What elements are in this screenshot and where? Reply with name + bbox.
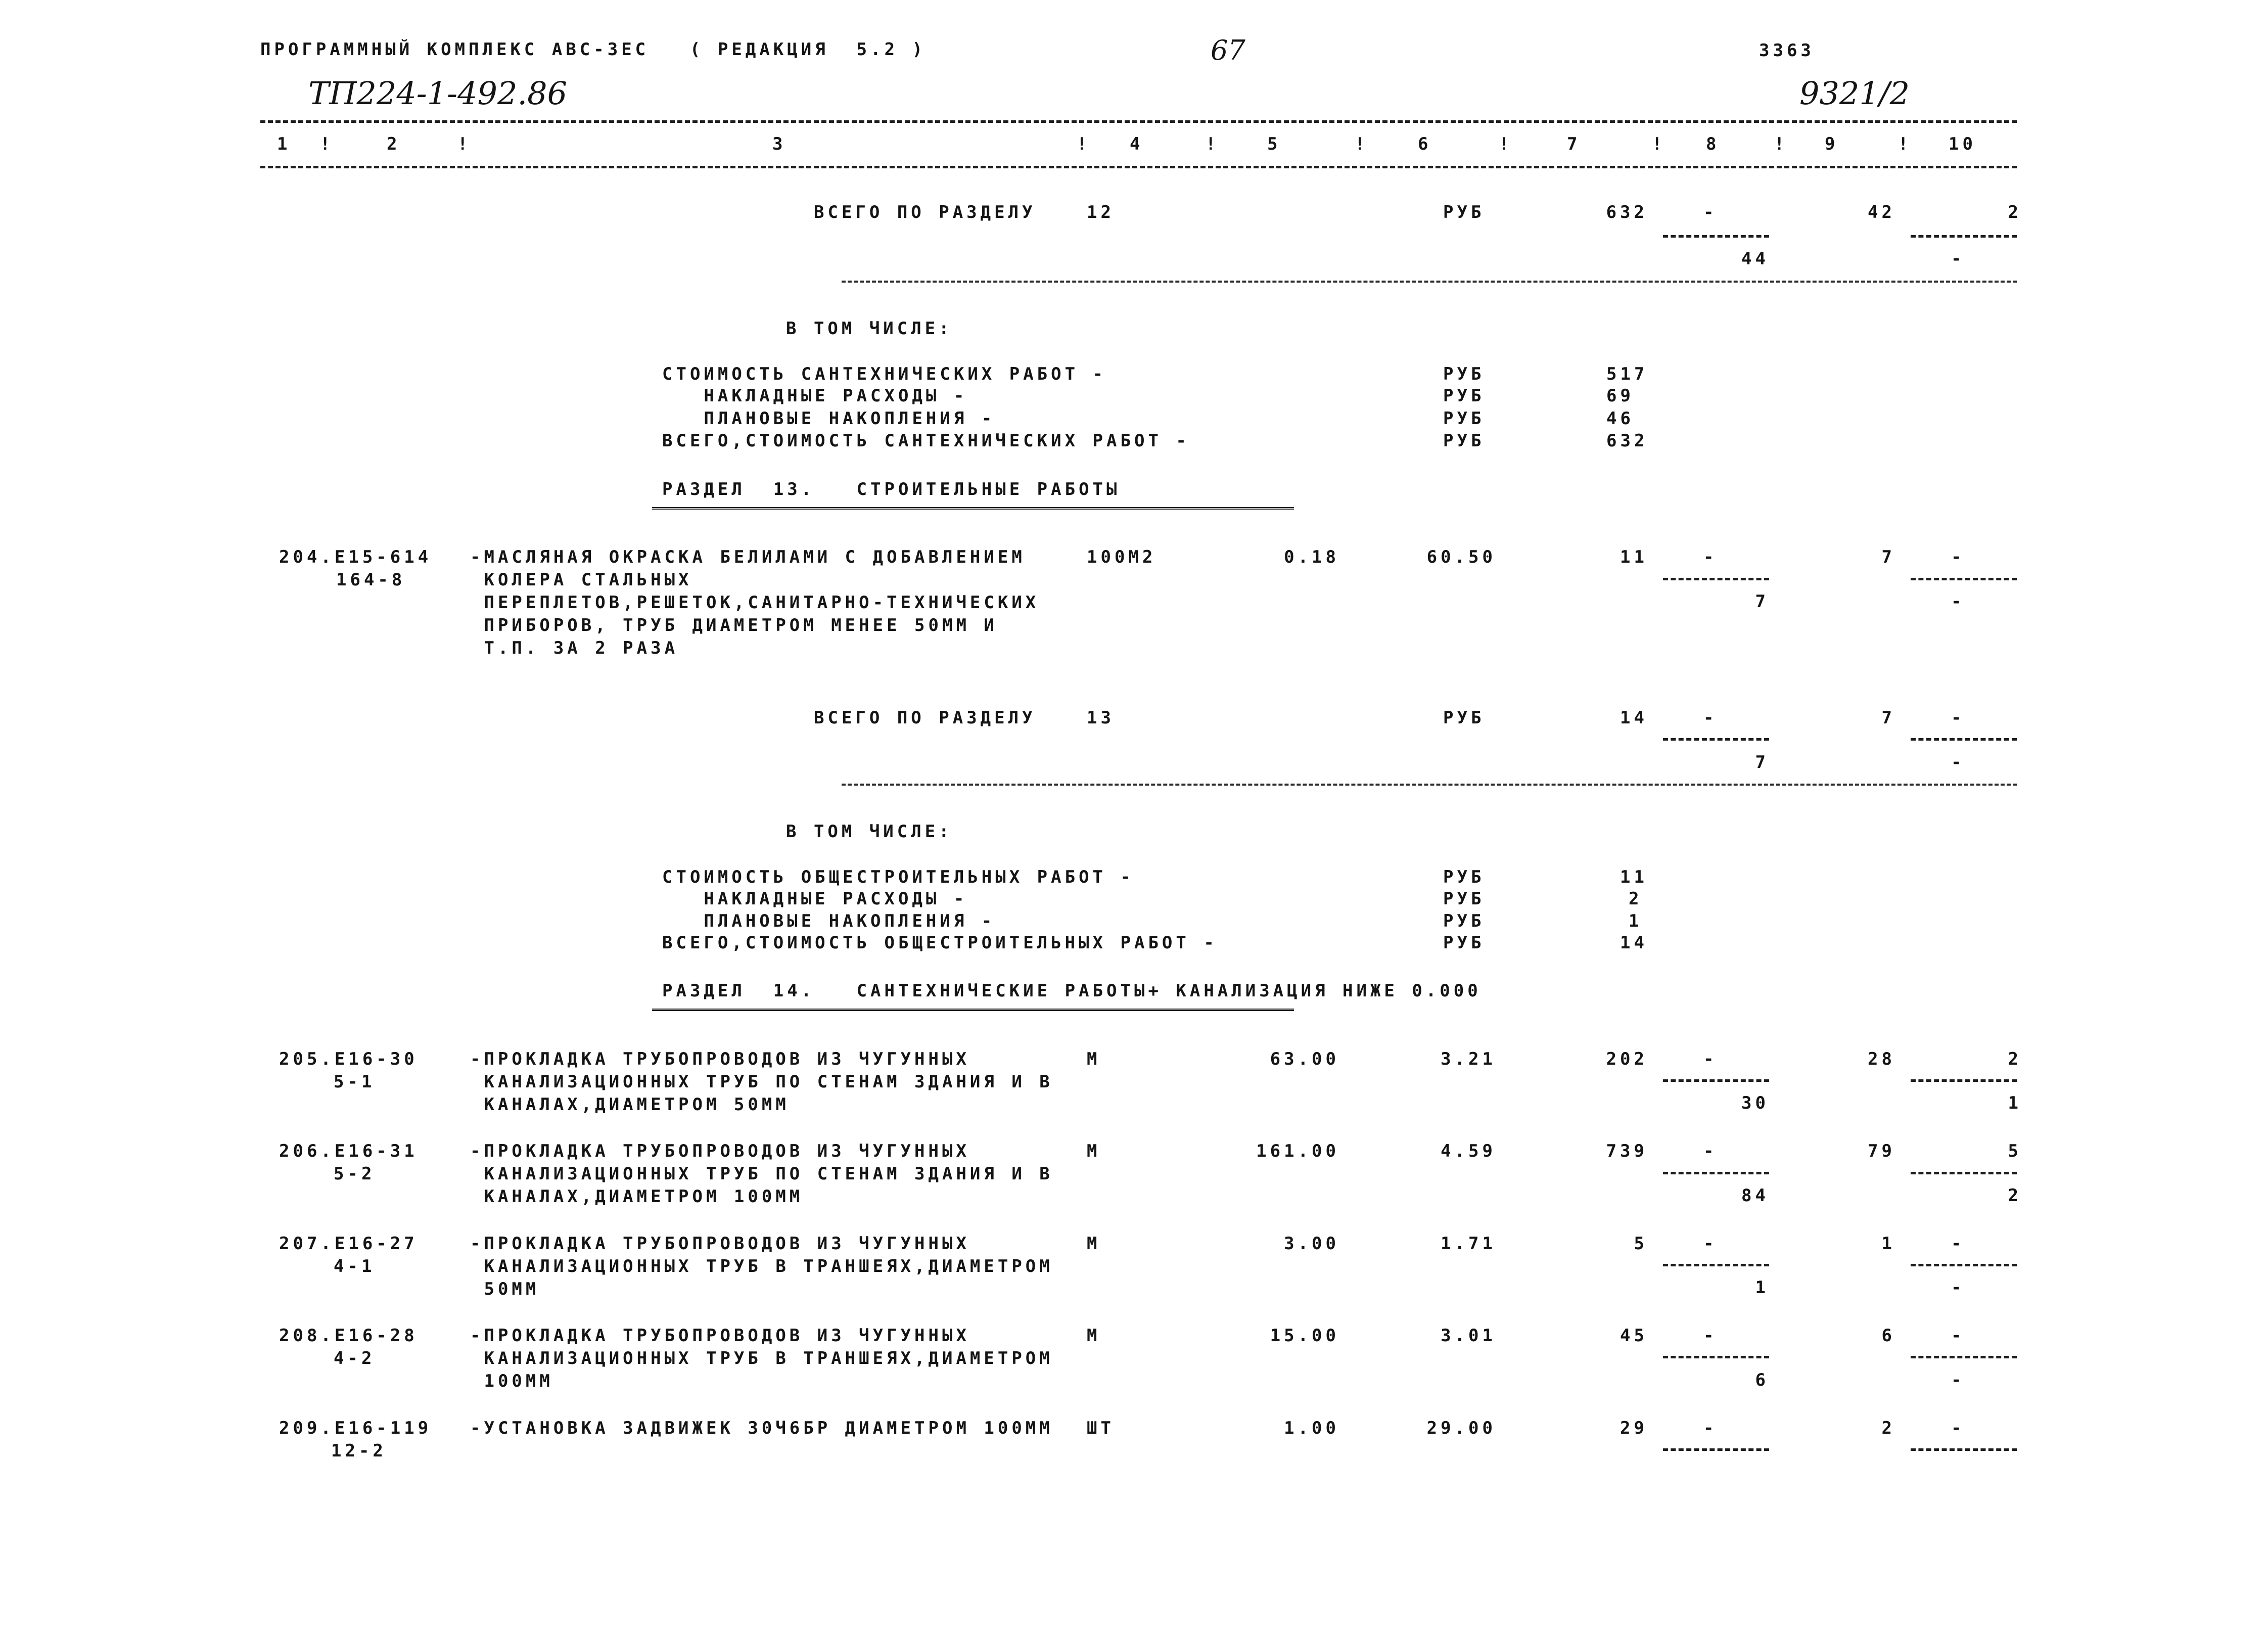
program-name: ПРОГРАММНЫЙ КОМПЛЕКС АВС-ЗЕС: [260, 39, 650, 60]
item-desc-line: 50ММ: [470, 1279, 540, 1299]
price-cell: 60.50: [1426, 547, 1496, 567]
fraction-rule: [1663, 738, 1769, 741]
qty-cell: 0.18: [1284, 547, 1339, 567]
col-sep: !: [320, 134, 334, 154]
col-num-2: 2: [387, 134, 401, 154]
total-cell: 202: [1606, 1049, 1648, 1069]
table-top-rule: [260, 120, 2017, 123]
item-subcode: 12-2: [331, 1441, 387, 1461]
item-subcode: 4-2: [334, 1348, 376, 1369]
section-separator: [842, 281, 2017, 283]
total-cell: 632: [1606, 202, 1648, 222]
item-desc-line: -МАСЛЯНАЯ ОКРАСКА БЕЛИЛАМИ С ДОБАВЛЕНИЕМ: [470, 547, 1026, 567]
breakdown-value: 46: [1606, 408, 1634, 429]
breakdown-label: СТОИМОСТЬ САНТЕХНИЧЕСКИХ РАБОТ -: [662, 364, 1107, 384]
col-sep: !: [1355, 134, 1369, 154]
col8-low-cell: 44: [1741, 249, 1769, 269]
fraction-rule: [1911, 1079, 2017, 1082]
item-desc-line: КАНАЛИЗАЦИОННЫХ ТРУБ В ТРАНШЕЯХ,ДИАМЕТРОМ: [470, 1348, 1053, 1369]
fraction-rule: [1663, 1448, 1769, 1451]
section-separator: [842, 784, 2017, 786]
col-num-9: 9: [1825, 134, 1839, 154]
page-number: 67: [1211, 34, 1245, 66]
col10-low-cell: -: [1951, 1278, 1965, 1298]
total-cell: 14: [1620, 708, 1648, 728]
breakdown-unit: РУБ: [1443, 933, 1485, 953]
col-sep: !: [1898, 134, 1912, 154]
col8-cell: -: [1703, 1234, 1718, 1254]
col-sep: !: [1652, 134, 1666, 154]
col-sep: !: [1774, 134, 1788, 154]
breakdown-value: 517: [1606, 364, 1648, 384]
fraction-rule: [1911, 738, 2017, 741]
breakdown-value: 11: [1620, 867, 1648, 887]
breakdown-unit: РУБ: [1443, 408, 1485, 429]
item-desc-line: КАНАЛАХ,ДИАМЕТРОМ 50ММ: [470, 1094, 790, 1115]
item-desc-line: КАНАЛАХ,ДИАМЕТРОМ 100ММ: [470, 1187, 804, 1207]
col-num-7: 7: [1567, 134, 1581, 154]
fraction-rule: [1911, 1172, 2017, 1174]
total-cell: 11: [1620, 547, 1648, 567]
item-desc-line: -ПРОКЛАДКА ТРУБОПРОВОДОВ ИЗ ЧУГУННЫХ: [470, 1326, 970, 1346]
item-code: 205.Е16-30: [279, 1049, 418, 1069]
col8-cell: -: [1703, 708, 1718, 728]
breakdown-heading: В ТОМ ЧИСЛЕ:: [786, 318, 953, 339]
col8-cell: -: [1703, 1418, 1718, 1438]
col-num-5: 5: [1267, 134, 1281, 154]
unit-cell: М: [1087, 1326, 1101, 1346]
breakdown-label: ПЛАНОВЫЕ НАКОПЛЕНИЯ -: [662, 911, 996, 931]
item-code: 208.Е16-28: [279, 1326, 418, 1346]
col-num-3: 3: [772, 134, 786, 154]
unit-cell: М: [1087, 1049, 1101, 1069]
col8-low-cell: 7: [1755, 752, 1769, 772]
fraction-rule: [1911, 1448, 2017, 1451]
fraction-rule: [1911, 578, 2017, 580]
col-sep: !: [457, 134, 472, 154]
item-desc-line: ПЕРЕПЛЕТОВ,РЕШЕТОК,САНИТАРНО-ТЕХНИЧЕСКИХ: [470, 592, 1040, 613]
breakdown-heading: В ТОМ ЧИСЛЕ:: [786, 822, 953, 842]
item-code: 204.Е15-614: [279, 547, 432, 567]
col8-low-cell: 7: [1755, 591, 1769, 612]
col-sep: !: [1077, 134, 1091, 154]
item-desc-line: КОЛЕРА СТАЛЬНЫХ: [470, 570, 692, 590]
col10-low-cell: 1: [2008, 1093, 2022, 1113]
breakdown-label: НАКЛАДНЫЕ РАСХОДЫ -: [662, 889, 968, 909]
col8-low-cell: 6: [1755, 1370, 1769, 1390]
total-cell: 739: [1606, 1141, 1648, 1161]
fraction-rule: [1911, 1356, 2017, 1358]
fraction-rule: [1911, 1264, 2017, 1266]
qty-cell: 1.00: [1284, 1418, 1339, 1438]
unit-cell: РУБ: [1443, 708, 1485, 728]
breakdown-value: 69: [1606, 386, 1634, 406]
col9-cell: 6: [1881, 1326, 1895, 1346]
col-num-4: 4: [1130, 134, 1144, 154]
unit-cell: М: [1087, 1141, 1101, 1161]
unit-cell: М: [1087, 1234, 1101, 1254]
col-num-10: 10: [1949, 134, 1976, 154]
price-cell: 4.59: [1441, 1141, 1496, 1161]
price-cell: 3.21: [1441, 1049, 1496, 1069]
total-cell: 45: [1620, 1326, 1648, 1346]
breakdown-value: 1: [1629, 911, 1643, 931]
breakdown-unit: РУБ: [1443, 431, 1485, 451]
item-desc-line: -УСТАНОВКА ЗАДВИЖЕК 30Ч6БР ДИАМЕТРОМ 100ММ: [470, 1418, 1053, 1438]
col8-low-cell: 84: [1741, 1185, 1769, 1206]
col10-cell: -: [1951, 1326, 1965, 1346]
col-num-6: 6: [1418, 134, 1432, 154]
breakdown-value: 632: [1606, 431, 1648, 451]
item-code: 207.Е16-27: [279, 1234, 418, 1254]
col10-low-cell: 2: [2008, 1185, 2022, 1206]
breakdown-value: 14: [1620, 933, 1648, 953]
item-desc-line: -ПРОКЛАДКА ТРУБОПРОВОДОВ ИЗ ЧУГУННЫХ: [470, 1141, 970, 1161]
project-code: ТП224-1-492.86: [308, 75, 568, 112]
col-num-1: 1: [277, 134, 291, 154]
item-code: 206.Е16-31: [279, 1141, 418, 1161]
item-desc-line: ПРИБОРОВ, ТРУБ ДИАМЕТРОМ МЕНЕЕ 50ММ И: [470, 615, 998, 635]
fraction-rule: [1663, 235, 1769, 238]
fraction-rule: [1911, 235, 2017, 238]
fraction-rule: [1663, 578, 1769, 580]
item-subcode: 5-1: [334, 1072, 376, 1092]
col10-cell: -: [1951, 1418, 1965, 1438]
item-subcode: 164-8: [336, 570, 406, 590]
price-cell: 3.01: [1441, 1326, 1496, 1346]
section-14-title: РАЗДЕЛ 14. САНТЕХНИЧЕСКИЕ РАБОТЫ+ КАНАЛИЗАЦИЯ НИЖЕ 0.000: [662, 981, 1482, 1001]
item-code: 209.Е16-119: [279, 1418, 432, 1438]
section-number: 12: [1087, 202, 1115, 222]
item-subcode: 5-2: [334, 1164, 376, 1184]
col8-cell: -: [1703, 1141, 1718, 1161]
breakdown-label: ПЛАНОВЫЕ НАКОПЛЕНИЯ -: [662, 408, 996, 429]
sheet-code: 3363: [1759, 40, 1815, 61]
column-header-rule: [260, 166, 2017, 168]
breakdown-unit: РУБ: [1443, 889, 1485, 909]
item-desc-line: 100ММ: [470, 1371, 553, 1391]
fraction-rule: [1663, 1356, 1769, 1358]
total-cell: 29: [1620, 1418, 1648, 1438]
breakdown-unit: РУБ: [1443, 867, 1485, 887]
col-num-8: 8: [1706, 134, 1720, 154]
col8-cell: -: [1703, 202, 1718, 222]
item-desc-line: КАНАЛИЗАЦИОННЫХ ТРУБ ПО СТЕНАМ ЗДАНИЯ И В: [470, 1072, 1053, 1092]
breakdown-label: СТОИМОСТЬ ОБЩЕСТРОИТЕЛЬНЫХ РАБОТ -: [662, 867, 1134, 887]
col9-cell: 7: [1881, 708, 1895, 728]
col9-cell: 28: [1868, 1049, 1895, 1069]
unit-cell: РУБ: [1443, 202, 1485, 222]
qty-cell: 161.00: [1256, 1141, 1339, 1161]
col10-cell: -: [1951, 547, 1965, 567]
col10-cell: -: [1951, 708, 1965, 728]
breakdown-label: ВСЕГО,СТОИМОСТЬ ОБЩЕСТРОИТЕЛЬНЫХ РАБОТ -: [662, 933, 1218, 953]
col9-cell: 1: [1881, 1234, 1895, 1254]
col10-low-cell: -: [1951, 591, 1965, 612]
album-code: 9321/2: [1799, 75, 1910, 112]
fraction-rule: [1663, 1172, 1769, 1174]
col8-cell: -: [1703, 1326, 1718, 1346]
col8-cell: -: [1703, 547, 1718, 567]
breakdown-value: 2: [1629, 889, 1643, 909]
item-desc-line: КАНАЛИЗАЦИОННЫХ ТРУБ В ТРАНШЕЯХ,ДИАМЕТРОМ: [470, 1256, 1053, 1276]
col9-cell: 42: [1868, 202, 1895, 222]
item-subcode: 4-1: [334, 1256, 376, 1276]
breakdown-unit: РУБ: [1443, 364, 1485, 384]
col10-cell: 2: [2008, 1049, 2022, 1069]
fraction-rule: [1663, 1079, 1769, 1082]
item-desc-line: -ПРОКЛАДКА ТРУБОПРОВОДОВ ИЗ ЧУГУННЫХ: [470, 1049, 970, 1069]
breakdown-unit: РУБ: [1443, 911, 1485, 931]
qty-cell: 3.00: [1284, 1234, 1339, 1254]
col10-low-cell: -: [1951, 752, 1965, 772]
breakdown-unit: РУБ: [1443, 386, 1485, 406]
section-title-underline: [652, 1009, 1294, 1011]
col9-cell: 7: [1881, 547, 1895, 567]
section-13-title: РАЗДЕЛ 13. СТРОИТЕЛЬНЫЕ РАБОТЫ: [662, 479, 1121, 499]
fraction-rule: [1663, 1264, 1769, 1266]
price-cell: 1.71: [1441, 1234, 1496, 1254]
price-cell: 29.00: [1426, 1418, 1496, 1438]
breakdown-label: ВСЕГО,СТОИМОСТЬ САНТЕХНИЧЕСКИХ РАБОТ -: [662, 431, 1190, 451]
col10-cell: -: [1951, 1234, 1965, 1254]
item-desc-line: -ПРОКЛАДКА ТРУБОПРОВОДОВ ИЗ ЧУГУННЫХ: [470, 1234, 970, 1254]
col10-cell: 2: [2008, 202, 2022, 222]
qty-cell: 63.00: [1270, 1049, 1339, 1069]
col8-low-cell: 30: [1741, 1093, 1769, 1113]
col8-cell: -: [1703, 1049, 1718, 1069]
section-title-underline: [652, 507, 1294, 510]
total-label: ВСЕГО ПО РАЗДЕЛУ: [814, 708, 1036, 728]
edition-label: ( РЕДАКЦИЯ 5.2 ): [690, 39, 926, 60]
total-label: ВСЕГО ПО РАЗДЕЛУ: [814, 202, 1036, 222]
unit-cell: 100М2: [1087, 547, 1156, 567]
total-cell: 5: [1634, 1234, 1648, 1254]
col10-low-cell: -: [1951, 249, 1965, 269]
item-desc-line: Т.П. ЗА 2 РАЗА: [470, 638, 679, 658]
col10-cell: 5: [2008, 1141, 2022, 1161]
section-number: 13: [1087, 708, 1115, 728]
qty-cell: 15.00: [1270, 1326, 1339, 1346]
col-sep: !: [1206, 134, 1220, 154]
breakdown-label: НАКЛАДНЫЕ РАСХОДЫ -: [662, 386, 968, 406]
col9-cell: 79: [1868, 1141, 1895, 1161]
item-desc-line: КАНАЛИЗАЦИОННЫХ ТРУБ ПО СТЕНАМ ЗДАНИЯ И В: [470, 1164, 1053, 1184]
col-sep: !: [1499, 134, 1513, 154]
col9-cell: 2: [1881, 1418, 1895, 1438]
col10-low-cell: -: [1951, 1370, 1965, 1390]
unit-cell: ШТ: [1087, 1418, 1115, 1438]
col8-low-cell: 1: [1755, 1278, 1769, 1298]
